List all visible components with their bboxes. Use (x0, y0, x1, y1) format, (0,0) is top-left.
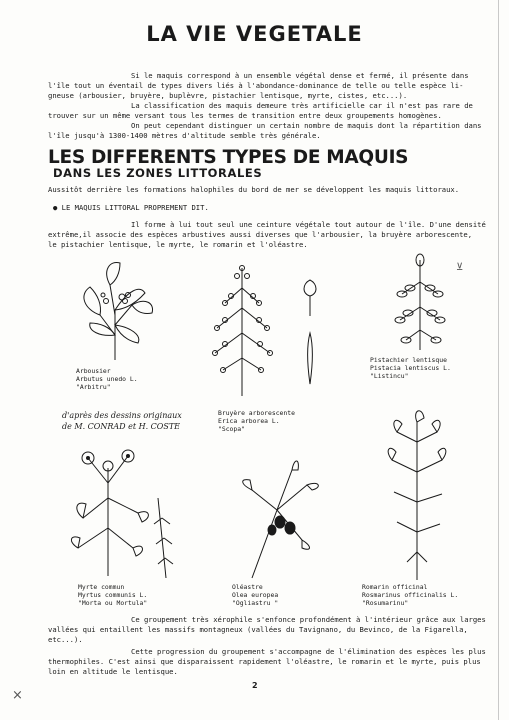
caption-arbutus-latin: Arbutus unedo L. (76, 375, 138, 383)
caption-myrtus-local: "Morta ou Mortula" (78, 599, 148, 607)
intro-line-1: Si le maquis correspond à un ensemble végétal dense et fermé, il présente dans (131, 71, 469, 80)
caption-olea-common: Oléastre (232, 583, 263, 591)
olea-illustration (232, 450, 327, 580)
myrtus-illustration (58, 438, 188, 578)
arbutus-illustration (70, 255, 160, 365)
caption-pistacia-latin: Pistacia lentiscus L. (370, 364, 451, 372)
caption-pistacia-local: "Listincu" (370, 372, 409, 380)
margin-cross-mark: × (12, 688, 23, 703)
caption-rosmarinus-local: "Rosumarinu" (362, 599, 409, 607)
caption-erica-local: "Scopa" (218, 425, 245, 433)
closing-line-1: Ce groupement très xérophile s'enfonce profondément à l'intérieur grâce aux larges (131, 615, 486, 624)
rosmarinus-illustration (372, 402, 467, 582)
caption-erica-latin: Erica arborea L. (218, 417, 280, 425)
section-title: LES DIFFERENTS TYPES DE MAQUIS (48, 147, 409, 168)
intro-line-4: La classification des maquis demeure très artificielle car il n'est pas rare de (131, 101, 473, 110)
erica-illustration (195, 258, 290, 398)
caption-olea-local: "Ogliastru " (232, 599, 279, 607)
caption-pistacia-common: Pistachier lentisque (370, 356, 447, 364)
closing-line-2: vallées qui entaillent les massifs montagneux (vallées du Tavignano, du Bevinco, de la Figarella, (48, 625, 468, 634)
intro-line-2: l'île tout un éventail de types divers liés à l'abondance-dominance de telle ou telle espèce li- (48, 81, 464, 90)
caption-myrtus-common: Myrte commun (78, 583, 125, 591)
closing-line-5: thermophiles. C'est ainsi que disparaissent rapidement l'oléastre, le romarin et le myrte, puis plus (48, 657, 481, 666)
caption-olea-latin: Olea europea (232, 591, 279, 599)
subsection-lead: Aussitôt derrière les formations halophiles du bord de mer se développent les maquis littoraux. (48, 185, 460, 194)
bullet-title: ● LE MAQUIS LITTORAL PROPREMENT DIT. (53, 203, 209, 212)
subsection-title: DANS LES ZONES LITTORALES (53, 166, 263, 180)
closing-line-3: etc...). (48, 635, 83, 644)
bullet-text-line-3: le pistachier lentisque, le myrte, le romarin et l'oléastre. (48, 240, 308, 249)
closing-line-6: loin en altitude le lentisque. (48, 667, 178, 676)
intro-line-6: On peut cependant distinguer un certain nombre de maquis dont la répartition dans (131, 121, 482, 130)
closing-line-4: Cette progression du groupement s'accompagne de l'élimination des espèces les plus (131, 647, 486, 656)
intro-line-7: l'île jusqu'à 1300-1400 mètres d'altitude semble très générale. (48, 131, 321, 140)
caption-arbutus-local: "Arbitru" (76, 383, 111, 391)
pistacia-illustration (388, 252, 453, 352)
credit-line-2: de M. CONRAD et H. COSTE (62, 422, 181, 431)
caption-rosmarinus-common: Romarin officinal (362, 583, 428, 591)
page-edge-line (498, 0, 499, 720)
bullet-text-line-2: extrême,il associe des espèces arbustives aussi diverses que l'arbousier, la bruyère arborescente, (48, 230, 473, 239)
caption-rosmarinus-latin: Rosmarinus officinalis L. (362, 591, 459, 599)
erica-flower-detail-illustration (298, 278, 322, 388)
credit-line-1: d'après des dessins originaux (62, 411, 182, 420)
page-title: LA VIE VEGETALE (146, 22, 363, 46)
margin-check-mark: ⊻ (456, 262, 464, 273)
caption-myrtus-latin: Myrtus communis L. (78, 591, 148, 599)
intro-line-3: gneuse (arbousier, bruyère, buplèvre, pistachier lentisque, myrte, cistes, etc...). (48, 91, 408, 100)
caption-erica-common: Bruyère arborescente (218, 409, 295, 417)
caption-arbutus-common: Arbousier (76, 367, 111, 375)
bullet-text-line-1: Il forme à lui tout seul une ceinture végétale tout autour de l'île. D'une densité (131, 220, 486, 229)
page-number: 2 (252, 681, 258, 690)
intro-line-5: trouver sur un même versant tous les termes de transition entre deux groupements homogènes. (48, 111, 442, 120)
